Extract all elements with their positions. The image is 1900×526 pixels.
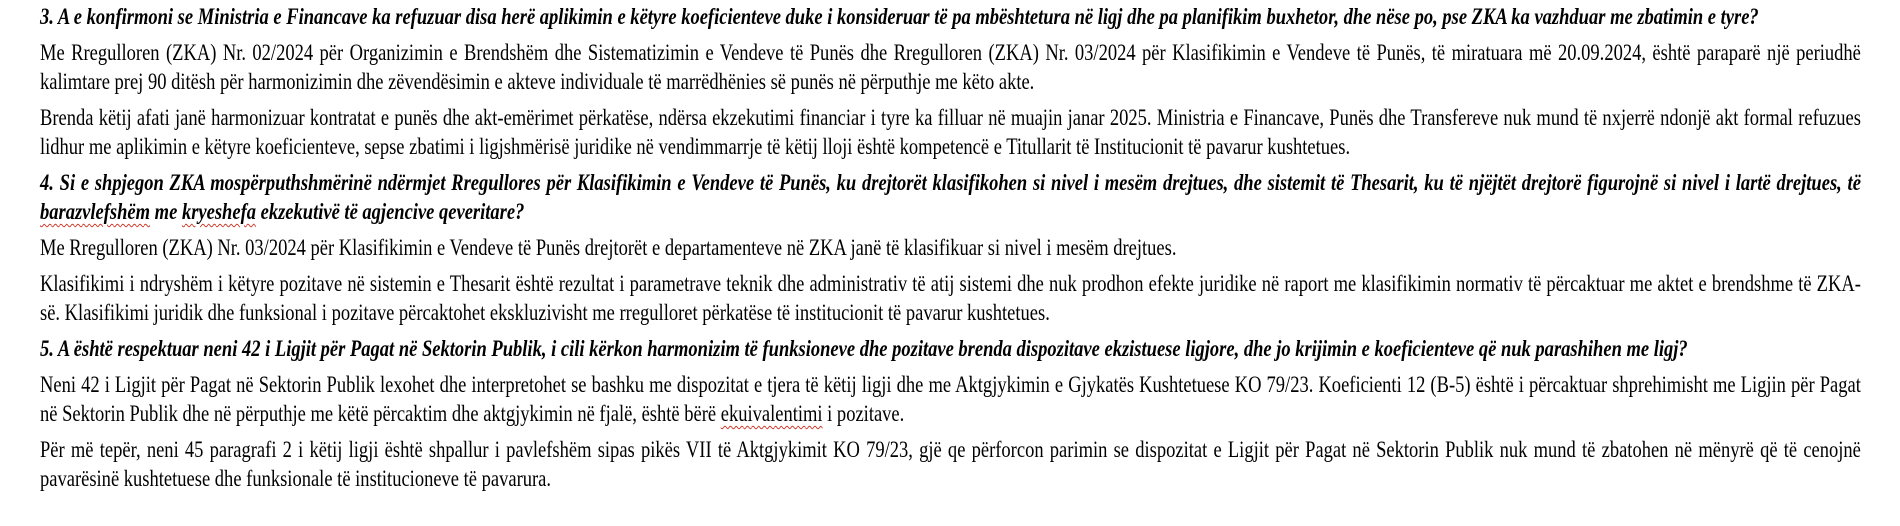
answer-5-paragraph-1-text: i pozitave. bbox=[822, 401, 905, 426]
spellcheck-word-kryeshefa: kryeshefa bbox=[181, 199, 256, 224]
document-page bbox=[40, 2, 1861, 500]
question-4-text: 4. Si e shpjegon ZKA mospërputhshmërinë ndërmjet Rregullores për Klasifikimin e Vendeve të Punës, ku drejtorët klasifikohen si nivel i mesëm drejtues, dhe sistemit të Thesarit, ku të njëjtët drejtorë figurojnë si nivel i lartë drejtues, të bbox=[40, 170, 1861, 195]
answer-3-paragraph-2: Brenda këtij afati janë harmonizuar kontratat e punës dhe akt-emërimet përkatëse, ndërsa ekzekutimi financiar i tyre ka filluar në muajin janar 2025. Ministria e Financave, Punës dhe Transfereve nuk mund të nxjerrë ndonjë akt formal refuzues lidhur me aplikimin e këtyre koeficienteve, sepse zbatimi i ligjshmërisë juridike në vendimmarrje të këtij lloji është kompetencë e Titullarit të Institucionit të pavarur kushtetues. bbox=[40, 105, 1861, 159]
answer-5-paragraph-1 bbox=[40, 370, 1861, 428]
spellcheck-word-barazvlefshem: barazvlefshëm bbox=[40, 199, 151, 224]
question-4 bbox=[40, 168, 1861, 226]
question-4-text: ekzekutivë të agjencive qeveritare? bbox=[255, 199, 525, 224]
answer-3-paragraph-1: Me Rregulloren (ZKA) Nr. 02/2024 për Organizimin e Brendshëm dhe Sistematizimin e Vendeve të Punës dhe Rregulloren (ZKA) Nr. 03/2024 për Klasifikimin e Vendeve të Punës, të miratuara më 20.09.2024, është paraparë një periudhë kalimtare prej 90 ditësh për harmonizimin dhe zëvendësimin e akteve individuale të marrëdhënies së punës në përputhje me këto akte. bbox=[40, 40, 1861, 94]
answer-4-paragraph-1: Me Rregulloren (ZKA) Nr. 03/2024 për Klasifikimin e Vendeve të Punës drejtorët e departamenteve në ZKA janë të klasifikuar si nivel i mesëm drejtues. bbox=[40, 235, 1177, 260]
spellcheck-word-ekuivalentimi: ekuivalentimi bbox=[720, 401, 823, 426]
question-5: 5. A është respektuar neni 42 i Ligjit për Pagat në Sektorin Publik, i cili kërkon harmonizim të funksioneve dhe pozitave brenda dispozitave ekzistuese ligjore, dhe jo krijimin e koeficienteve që nuk parashihen me ligj? bbox=[40, 336, 1688, 361]
answer-5-paragraph-2: Për më tepër, neni 45 paragrafi 2 i këtij ligji është shpallur i pavlefshëm sipas pikës VII të Aktgjykimit KO 79/23, gjë qe përforcon parimin se dispozitat e Ligjit për Pagat në Sektorin Publik nuk mund të zbatohen në mënyrë që të cenojnë pavarësinë kushtetuese dhe funksionale të institucioneve të pavarura. bbox=[40, 437, 1861, 491]
question-4-text: me bbox=[150, 199, 182, 224]
answer-4-paragraph-2: Klasifikimi i ndryshëm i këtyre pozitave në sistemin e Thesarit është rezultat i parametrave teknik dhe administrativ të atij sistemi dhe nuk prodhon efekte juridike në raport me klasifikimin normativ të përcaktuar me aktet e brendshme të ZKA-së. Klasifikimi juridik dhe funksional i pozitave përcaktohet ekskluzivisht me rregulloret përkatëse të institucionit të pavarur kushtetues. bbox=[40, 271, 1861, 325]
question-3: 3. A e konfirmoni se Ministria e Financave ka refuzuar disa herë aplikimin e këtyre koeficienteve duke i konsideruar të pa mbështetura në ligj dhe pa planifikim buxhetor, dhe nëse po, pse ZKA ka vazhduar me zbatimin e tyre? bbox=[40, 4, 1759, 29]
answer-5-paragraph-1-text: Neni 42 i Ligjit për Pagat në Sektorin Publik lexohet dhe interpretohet se bashku me dispozitat e tjera të këtij ligji dhe me Aktgjykimin e Gjykatës Kushtetuese KO 79/23. Koeficienti 12 (B-5) është i përcaktuar shprehimisht me Ligjin për Pagat në Sektorin Publik dhe në përputhje me këtë përcaktim dhe aktgjykimin në fjalë, është bërë bbox=[40, 372, 1861, 426]
